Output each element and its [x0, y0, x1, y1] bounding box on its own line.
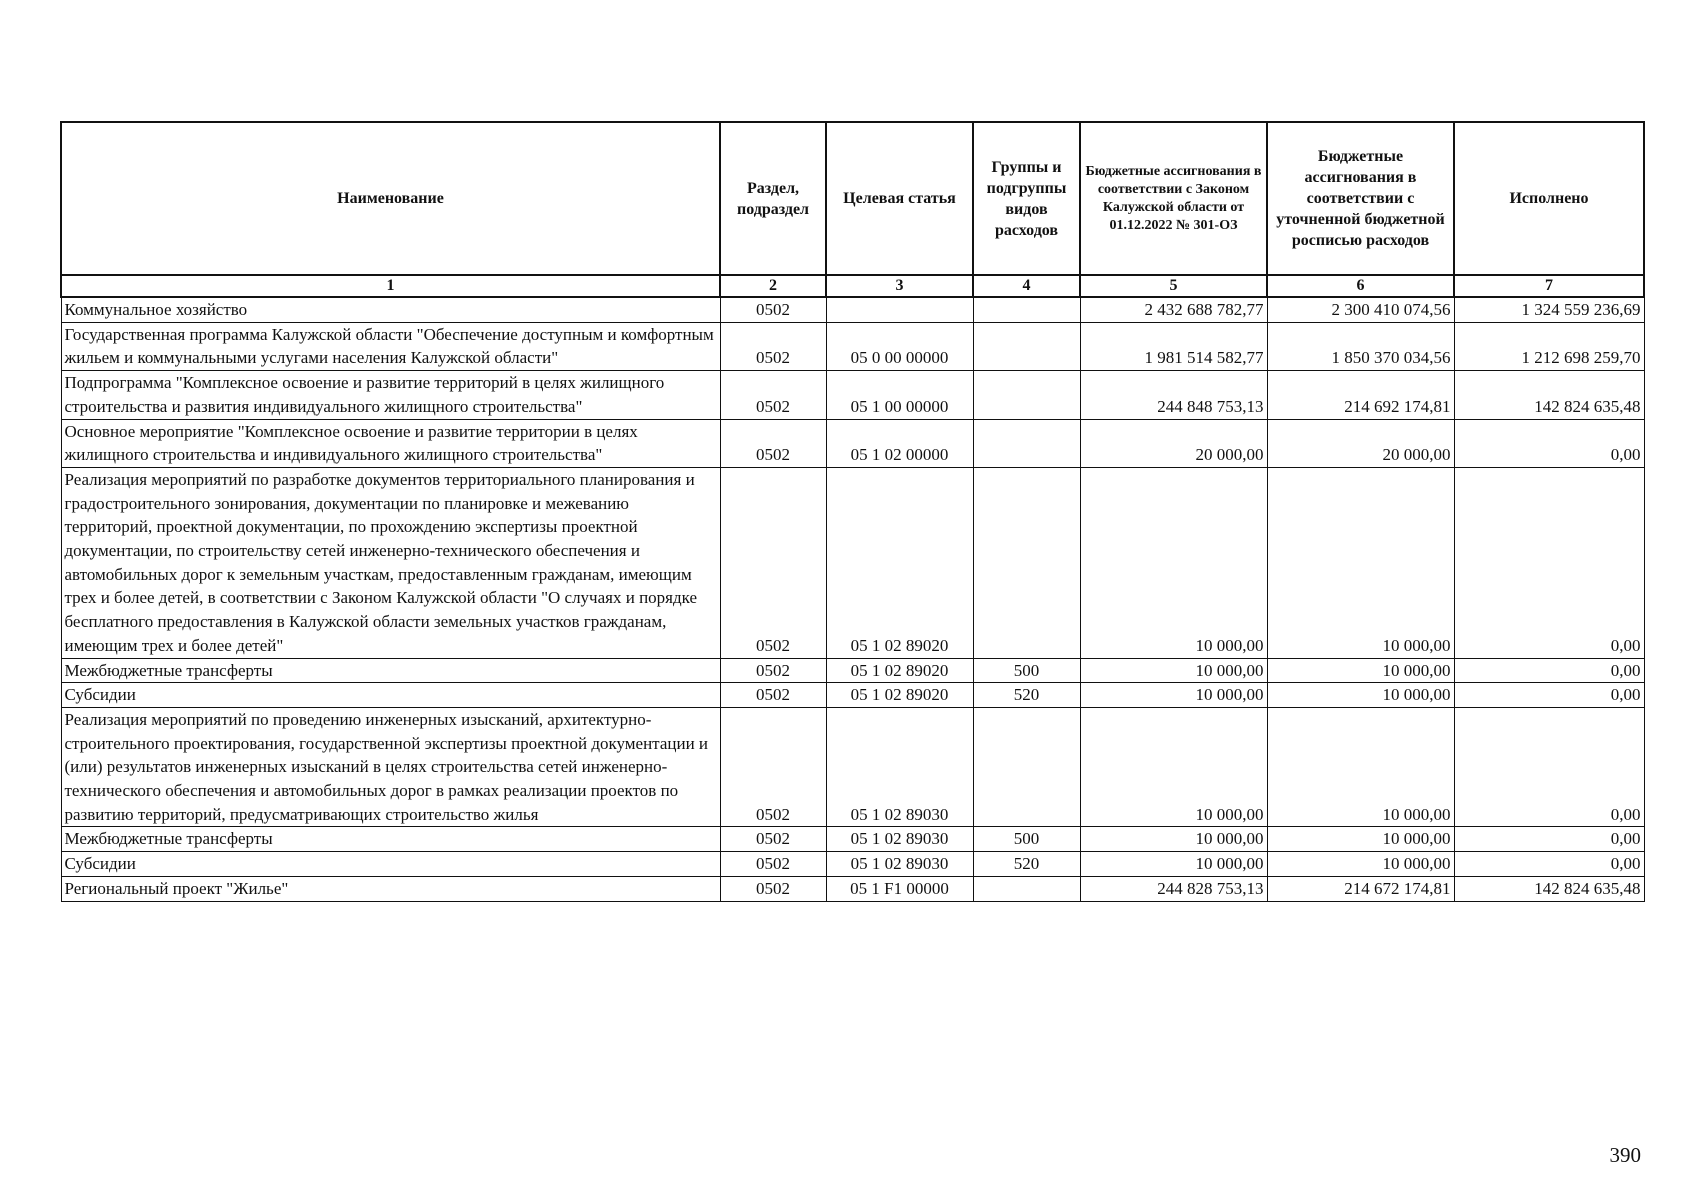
row-target: 05 1 02 00000 [826, 419, 973, 467]
table-row [61, 297, 1644, 322]
table-row [61, 827, 1644, 852]
row-law: 10 000,00 [1080, 658, 1267, 683]
row-refined: 10 000,00 [1267, 467, 1454, 658]
table-row [61, 876, 1644, 901]
table-row [61, 683, 1644, 708]
row-target: 05 1 00 00000 [826, 371, 973, 419]
column-number: 3 [826, 275, 973, 297]
table-row [61, 852, 1644, 877]
row-group [973, 322, 1080, 370]
header-executed: Исполнено [1454, 122, 1644, 275]
row-executed: 0,00 [1454, 419, 1644, 467]
header-target: Целевая статья [826, 122, 973, 275]
row-section: 0502 [720, 467, 826, 658]
row-executed: 0,00 [1454, 852, 1644, 877]
page-number: 390 [1609, 1143, 1641, 1167]
row-target: 05 1 02 89030 [826, 707, 973, 827]
header-groups: Группы и подгруппы видов расходов [973, 122, 1080, 275]
header-law: Бюджетные ассигнования в соответствии с Законом Калужской области от 01.12.2022 № 301-ОЗ [1080, 122, 1267, 275]
row-group [973, 707, 1080, 827]
header-name: Наименование [61, 122, 720, 275]
row-target: 05 1 F1 00000 [826, 876, 973, 901]
row-law: 10 000,00 [1080, 707, 1267, 827]
row-name: Субсидии [61, 852, 720, 877]
row-refined: 214 672 174,81 [1267, 876, 1454, 901]
table-row [61, 419, 1644, 467]
row-refined: 10 000,00 [1267, 683, 1454, 708]
row-law: 244 848 753,13 [1080, 371, 1267, 419]
row-executed: 142 824 635,48 [1454, 371, 1644, 419]
row-refined: 2 300 410 074,56 [1267, 297, 1454, 322]
row-name: Субсидии [61, 683, 720, 708]
row-name: Реализация мероприятий по разработке документов территориального планирования и градостроительного зонирования, документации по планировке и межеванию территорий, проектной документации, по прохождению экспертизы проектной документации, по строительству сетей инженерно-технического обеспечения и автомобильных дорог к земельным участкам, предоставленным гражданам, имеющим трех и более детей, в соответствии с Законом Калужской области "О случаях и порядке бесплатного предоставления в Калужской области земельных участков гражданам, имеющим трех и более детей" [61, 467, 720, 658]
row-refined: 20 000,00 [1267, 419, 1454, 467]
header-section: Раздел, подраздел [720, 122, 826, 275]
row-group [973, 297, 1080, 322]
row-section: 0502 [720, 707, 826, 827]
row-section: 0502 [720, 371, 826, 419]
row-group: 500 [973, 827, 1080, 852]
column-number: 7 [1454, 275, 1644, 297]
column-number: 4 [973, 275, 1080, 297]
row-target [826, 297, 973, 322]
row-executed: 1 324 559 236,69 [1454, 297, 1644, 322]
row-group [973, 467, 1080, 658]
row-group [973, 876, 1080, 901]
budget-table [60, 121, 1645, 902]
row-group [973, 371, 1080, 419]
row-target: 05 1 02 89020 [826, 658, 973, 683]
row-section: 0502 [720, 852, 826, 877]
header-row [61, 122, 1644, 275]
row-section: 0502 [720, 876, 826, 901]
row-refined: 10 000,00 [1267, 658, 1454, 683]
table-row [61, 467, 1644, 658]
table-row [61, 658, 1644, 683]
header-refined: Бюджетные ассигнования в соответствии с уточненной бюджетной росписью расходов [1267, 122, 1454, 275]
column-number: 1 [61, 275, 720, 297]
row-law: 10 000,00 [1080, 827, 1267, 852]
row-name: Коммунальное хозяйство [61, 297, 720, 322]
row-target: 05 1 02 89030 [826, 852, 973, 877]
row-law: 10 000,00 [1080, 852, 1267, 877]
row-law: 2 432 688 782,77 [1080, 297, 1267, 322]
row-refined: 10 000,00 [1267, 852, 1454, 877]
row-name: Межбюджетные трансферты [61, 827, 720, 852]
row-target: 05 0 00 00000 [826, 322, 973, 370]
row-name: Основное мероприятие "Комплексное освоение и развитие территории в целях жилищного строительства и индивидуального жилищного строительства" [61, 419, 720, 467]
row-executed: 0,00 [1454, 827, 1644, 852]
row-section: 0502 [720, 683, 826, 708]
row-group: 520 [973, 852, 1080, 877]
row-name: Подпрограмма "Комплексное освоение и развитие территорий в целях жилищного строительства и развития индивидуального жилищного строительства" [61, 371, 720, 419]
row-refined: 1 850 370 034,56 [1267, 322, 1454, 370]
column-number-row [61, 275, 1644, 297]
row-executed: 0,00 [1454, 467, 1644, 658]
row-law: 1 981 514 582,77 [1080, 322, 1267, 370]
row-law: 10 000,00 [1080, 467, 1267, 658]
column-number: 2 [720, 275, 826, 297]
column-number: 5 [1080, 275, 1267, 297]
row-law: 10 000,00 [1080, 683, 1267, 708]
row-section: 0502 [720, 322, 826, 370]
row-group: 520 [973, 683, 1080, 708]
row-group [973, 419, 1080, 467]
table-row [61, 371, 1644, 419]
row-executed: 142 824 635,48 [1454, 876, 1644, 901]
row-section: 0502 [720, 827, 826, 852]
row-law: 20 000,00 [1080, 419, 1267, 467]
row-section: 0502 [720, 297, 826, 322]
table-row [61, 707, 1644, 827]
row-section: 0502 [720, 419, 826, 467]
row-law: 244 828 753,13 [1080, 876, 1267, 901]
row-refined: 10 000,00 [1267, 707, 1454, 827]
row-refined: 214 692 174,81 [1267, 371, 1454, 419]
row-name: Региональный проект "Жилье" [61, 876, 720, 901]
column-number: 6 [1267, 275, 1454, 297]
row-executed: 1 212 698 259,70 [1454, 322, 1644, 370]
row-target: 05 1 02 89030 [826, 827, 973, 852]
row-group: 500 [973, 658, 1080, 683]
row-target: 05 1 02 89020 [826, 683, 973, 708]
row-refined: 10 000,00 [1267, 827, 1454, 852]
row-executed: 0,00 [1454, 707, 1644, 827]
row-name: Реализация мероприятий по проведению инженерных изысканий, архитектурно-строительного проектирования, государственной экспертизы проектной документации и (или) результатов инженерных изысканий в целях строительства сетей инженерно-технического обеспечения и автомобильных дорог в рамках реализации проектов по развитию территорий, предусматривающих строительство жилья [61, 707, 720, 827]
row-executed: 0,00 [1454, 683, 1644, 708]
row-target: 05 1 02 89020 [826, 467, 973, 658]
row-name: Межбюджетные трансферты [61, 658, 720, 683]
table-row [61, 322, 1644, 370]
row-name: Государственная программа Калужской области "Обеспечение доступным и комфортным жильем и коммунальными услугами населения Калужской области" [61, 322, 720, 370]
row-section: 0502 [720, 658, 826, 683]
row-executed: 0,00 [1454, 658, 1644, 683]
